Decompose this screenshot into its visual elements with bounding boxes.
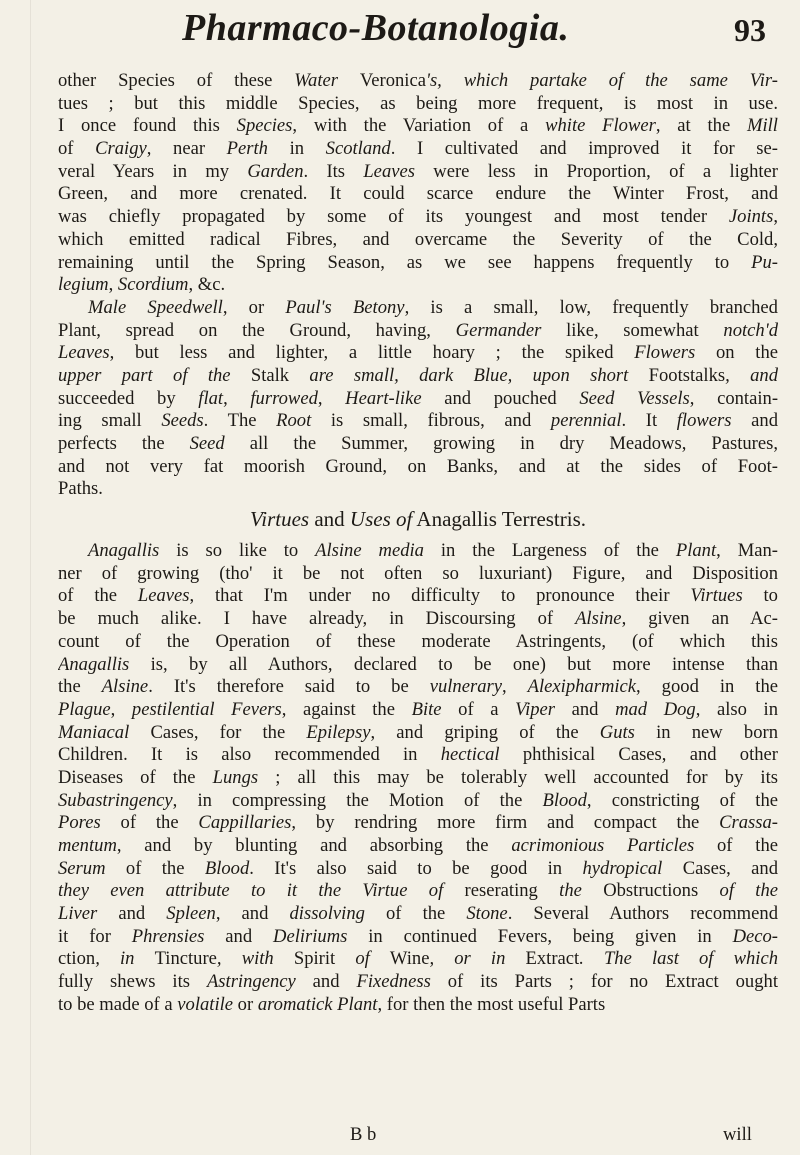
text-line [58, 320, 778, 343]
text-run: . It [621, 410, 677, 432]
text-run: was chiefly propagated by some of its youngest and most tender [58, 206, 729, 228]
text-run: I once found this [58, 115, 237, 137]
text-run: Obstructions [603, 880, 699, 902]
text-run: were less in Proportion, of a lighter [414, 160, 778, 182]
italic-run: white Flower [545, 115, 656, 137]
text-run: which emitted radical Fibres, and overcame the Severity of the Cold, [58, 228, 778, 250]
text-run: , with the Variation of a [292, 115, 546, 137]
text-line [58, 835, 778, 858]
italic-run: , or in [429, 948, 526, 970]
text-run: Plant, spread on the Ground, having, [58, 319, 456, 341]
italic-run: Seeds [161, 410, 204, 432]
italic-run: Garden [247, 160, 304, 182]
italic-run: Serum [58, 857, 106, 879]
text-run: , near [146, 138, 227, 160]
text-run: , and [215, 903, 290, 925]
italic-run: Craigy [95, 138, 147, 160]
italic-run: Deliriums [273, 925, 348, 947]
text-line [58, 563, 778, 586]
page-header [0, 0, 800, 66]
italic-run: Subastringency [58, 789, 173, 811]
italic-run: flowers [676, 410, 732, 432]
italic-run: Blood [542, 789, 587, 811]
italic-run: Maniacal [58, 721, 130, 743]
text-line [58, 608, 778, 631]
text-run: , against the [281, 698, 412, 720]
text-run: Diseases of the [58, 766, 213, 788]
italic-run: upper part of the [58, 364, 251, 386]
italic-run: hectical [440, 744, 500, 766]
italic-run: Anagallis [58, 653, 130, 675]
italic-run: dissolving [289, 903, 365, 925]
text-run: , by rendring more firm and compact the [291, 812, 720, 834]
text-run: in new born [634, 721, 778, 743]
italic-run: Spleen [166, 903, 216, 925]
text-run: Wine [389, 948, 430, 970]
italic-run: Phrensies [131, 925, 205, 947]
italic-run: Blood [204, 857, 250, 879]
text-run: in continued Fevers, being given in [347, 925, 733, 947]
signature-mark: B b [350, 1124, 377, 1145]
text-run: be much alike. I have already, in Discoursing of [58, 608, 576, 630]
text-run: of a [441, 698, 516, 720]
text-run: , is a small, low, frequently branched [404, 296, 778, 318]
italic-run: Stone [466, 903, 508, 925]
italic-run: volatile [177, 993, 234, 1015]
text-run: or [233, 993, 258, 1015]
text-run: of the [58, 585, 138, 607]
heading-run: and [309, 507, 350, 532]
text-run: to be made of a [58, 993, 178, 1015]
text-line [58, 456, 778, 479]
text-run: on the [695, 342, 778, 364]
page-gutter-shadow [30, 0, 31, 1155]
italic-run: Paul's Betony [285, 296, 405, 318]
page-number: 93 [734, 12, 766, 48]
paragraph-veronica [58, 70, 778, 297]
text-run: , or [222, 296, 286, 318]
text-line [58, 585, 778, 608]
text-run: . The [203, 410, 277, 432]
italic-run: Male Speedwell [88, 296, 223, 318]
text-run: , [773, 206, 778, 228]
italic-run: Pu- [751, 251, 778, 273]
text-run: Cases, and [662, 857, 778, 879]
text-line [58, 342, 778, 365]
italic-run: Flowers [634, 342, 696, 364]
text-line [58, 790, 778, 813]
text-line [58, 161, 778, 184]
italic-run: , and [725, 364, 778, 386]
italic-run: of [335, 948, 390, 970]
text-run: of the [364, 903, 467, 925]
heading-run: Virtues [249, 507, 310, 532]
text-run: and [97, 903, 167, 925]
text-line [58, 433, 778, 456]
text-line [58, 903, 778, 926]
italic-run: Alsine [101, 676, 149, 698]
text-run: phthisical Cases, and other [499, 744, 778, 766]
text-run: and pouched [421, 387, 580, 409]
italic-run: Deco- [732, 925, 778, 947]
text-run: . Its [303, 160, 364, 182]
italic-run: , with [216, 948, 294, 970]
italic-run: Leaves [58, 342, 110, 364]
italic-run: 's, which partake of the same Vir- [425, 70, 778, 91]
italic-run: Species [236, 115, 293, 137]
text-run: veral Years in my [58, 160, 248, 182]
italic-run: Astringency [206, 971, 296, 993]
text-run: ner of growing (tho' it be not often so luxuriant) Figure, and Disposition [58, 562, 778, 584]
italic-run: flat [198, 387, 224, 409]
text-run: Tincture [154, 948, 217, 970]
italic-run: Scotland [325, 138, 391, 160]
italic-run: Perth [226, 138, 268, 160]
text-run: , &c. [188, 274, 226, 296]
text-line [58, 138, 778, 161]
text-run: ction [58, 948, 96, 970]
italic-run: Alsine [575, 608, 622, 630]
text-run: tues ; but this middle Species, as being more frequent, is most in use. [58, 92, 778, 114]
text-run: of [58, 138, 96, 160]
text-line [58, 858, 778, 881]
text-line [58, 767, 778, 790]
body-text [58, 70, 778, 1017]
italic-run: Alsine media [315, 540, 424, 562]
text-run: . It's therefore said to be [148, 676, 430, 698]
italic-run: notch'd [723, 319, 778, 341]
italic-run: Fixedness [356, 971, 431, 993]
text-line [58, 410, 778, 433]
text-run: , [108, 274, 118, 296]
text-run: of its Parts ; for no Extract ought [430, 971, 778, 993]
italic-run: aromatick Plant [257, 993, 378, 1015]
text-run: like, somewhat [541, 319, 724, 341]
text-line [58, 478, 778, 501]
text-line [58, 252, 778, 275]
italic-run: Cappillaries [198, 812, 292, 834]
text-run: and [204, 925, 274, 947]
text-line [58, 699, 778, 722]
italic-run: Pores [58, 812, 101, 834]
italic-run: mentum [58, 835, 117, 856]
text-run: succeeded by [58, 387, 199, 409]
text-line [58, 654, 778, 677]
italic-run: Epilepsy [306, 721, 371, 743]
text-line [58, 115, 778, 138]
italic-run: pestilential Fevers [131, 698, 282, 720]
text-run: is so like to [159, 540, 316, 562]
text-run: fully shews its [58, 971, 207, 993]
italic-run: acrimonious Particles [511, 835, 695, 856]
italic-run: are small, dark Blue, upon short [289, 364, 649, 386]
italic-run: Heart-like [345, 387, 422, 409]
text-run: , that I'm under no difficulty to pronounce their [189, 585, 691, 607]
text-run: , Man- [716, 540, 778, 562]
italic-run: Leaves [363, 160, 415, 182]
text-run: , also in [695, 698, 778, 720]
text-run: , good in the [636, 676, 778, 698]
text-line [58, 880, 778, 903]
section-heading [58, 506, 778, 532]
text-run: to [742, 585, 778, 607]
italic-run: Crassa- [719, 812, 778, 834]
text-line [58, 70, 778, 93]
text-run: the [58, 676, 102, 698]
text-run: Stalk [250, 364, 290, 386]
italic-run: Alexipharmick [527, 676, 637, 698]
text-run: and [295, 971, 357, 993]
text-line [58, 93, 778, 116]
text-run: , and griping of the [370, 721, 600, 743]
text-run: , [317, 387, 346, 409]
italic-run: Plague [58, 698, 111, 720]
text-run: , and by blunting and absorbing the [116, 835, 512, 856]
italic-run: vulnerary [429, 676, 502, 698]
text-run: Footstalks [648, 364, 726, 386]
italic-run: perennial [550, 410, 622, 432]
running-title: Pharmaco-Botanologia. [182, 7, 570, 49]
text-run: Cases, for the [129, 721, 307, 743]
italic-run: , in [95, 948, 155, 970]
italic-run: Germander [455, 319, 542, 341]
text-run: Green, and more crenated. It could scarce endure the Winter Frost, and [58, 183, 778, 205]
text-run: remaining until the Spring Season, as we see happens frequently to [58, 251, 752, 273]
heading-run: Uses of [349, 507, 413, 532]
text-run: , in compressing the Motion of the [172, 789, 543, 811]
text-run: and [731, 410, 778, 432]
text-run: count of the Operation of these moderate Astringents, (of which this [58, 630, 778, 652]
text-run: , given an Ac- [621, 608, 778, 630]
italic-run: the [537, 880, 604, 902]
text-line [58, 540, 778, 563]
text-run: is, by all Authors, declared to be one) but more intense than [129, 653, 778, 675]
italic-run: Liver [58, 903, 98, 925]
text-run: of the [694, 835, 778, 856]
text-line [58, 206, 778, 229]
italic-run: mad Dog [615, 698, 696, 720]
italic-run: Viper [515, 698, 556, 720]
text-line [58, 812, 778, 835]
italic-run: Plant [675, 540, 717, 562]
text-run: ; all this may be tolerably well accounted for by its [258, 766, 778, 788]
text-run: in [267, 138, 326, 160]
text-run: Paths. [58, 478, 103, 500]
italic-run: Seed Vessels [579, 387, 690, 409]
italic-run: Lungs [212, 766, 259, 788]
text-run: Spirit [293, 948, 336, 970]
text-line [58, 365, 778, 388]
text-run: . It's also said to be good in [249, 857, 583, 879]
text-run: . I cultivated and improved it for se- [390, 138, 778, 160]
text-run: and not very fat moorish Ground, on Banks, and at the sides of Foot- [58, 455, 778, 477]
text-run: , [502, 676, 528, 698]
italic-run: Mill [746, 115, 778, 137]
italic-run: of the [698, 880, 778, 902]
text-run: of the [105, 857, 205, 879]
text-run: . Several Authors recommend [507, 903, 778, 925]
text-line [58, 183, 778, 206]
italic-run: Bite [411, 698, 442, 720]
text-run: perfects the [58, 433, 190, 454]
text-line [58, 676, 778, 699]
paragraph-anagallis-virtues [58, 540, 778, 1016]
italic-run: Scordium [117, 274, 189, 296]
text-run: reserating [464, 880, 538, 902]
text-run: in the Largeness of the [423, 540, 676, 562]
italic-run: furrowed [250, 387, 318, 409]
text-run: , constricting of the [586, 789, 778, 811]
text-run: , at the [655, 115, 747, 137]
text-run: , [223, 387, 251, 409]
italic-run: hydropical [582, 857, 663, 879]
catchword: will [723, 1124, 752, 1145]
text-run: Extract [525, 948, 580, 970]
italic-run: Water [294, 70, 360, 91]
text-line [58, 297, 778, 320]
text-line [58, 631, 778, 654]
italic-run: . The last of which [579, 948, 778, 970]
italic-run: Leaves [137, 585, 190, 607]
italic-run: Guts [599, 721, 635, 743]
text-line [58, 971, 778, 994]
text-run: it for [58, 925, 132, 947]
text-run: all the Summer, growing in dry Meadows, Pastures, [224, 433, 778, 454]
text-run: , [110, 698, 132, 720]
text-line [58, 926, 778, 949]
text-line [58, 388, 778, 411]
text-run: , contain- [689, 387, 778, 409]
text-line [58, 744, 778, 767]
text-line [58, 722, 778, 745]
italic-run: Virtues [690, 585, 743, 607]
text-line [58, 274, 778, 297]
italic-run: Root [276, 410, 312, 432]
italic-run: they even attribute to it the Virtue of [58, 880, 465, 902]
paragraph-male-speedwell [58, 297, 778, 501]
text-run: ing small [58, 410, 162, 432]
text-line [58, 229, 778, 252]
italic-run: legium [58, 274, 109, 296]
text-run: , but less and lighter, a little hoary ; the spiked [109, 342, 635, 364]
italic-run: Seed [189, 433, 225, 454]
text-run: Children. It is also recommended in [58, 744, 441, 766]
italic-run: Joints [728, 206, 774, 228]
text-run: and [555, 698, 616, 720]
text-run: is small, fibrous, and [311, 410, 551, 432]
italic-run: Anagallis [88, 540, 160, 562]
text-line [58, 994, 778, 1017]
text-run: , for then the most useful Parts [377, 993, 606, 1015]
text-run: Veronica [359, 70, 426, 91]
text-run: of the [100, 812, 199, 834]
text-run: other Species of these [58, 70, 295, 91]
text-line [58, 948, 778, 971]
heading-run: Anagallis Terrestris. [412, 507, 587, 532]
